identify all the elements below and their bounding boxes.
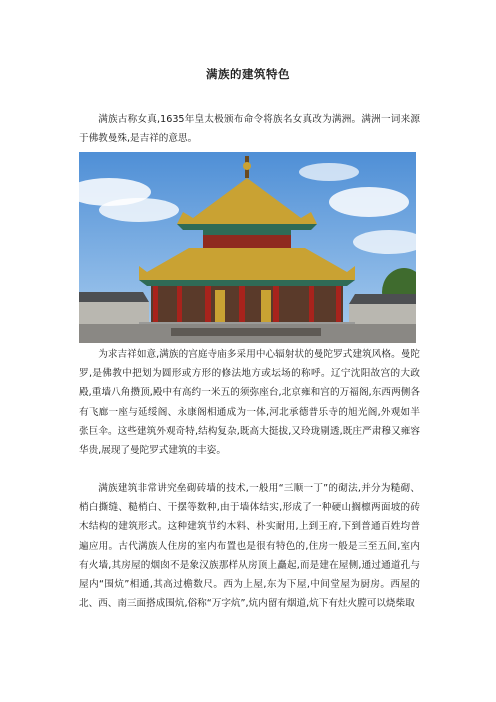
page-title: 满族的建筑特色 <box>206 67 290 81</box>
right-roof <box>349 294 416 304</box>
cloud <box>299 163 359 181</box>
cloud <box>329 187 409 217</box>
right-wall <box>349 304 416 324</box>
upper-bracket <box>203 230 291 235</box>
pillar <box>205 286 211 322</box>
visitors <box>171 328 321 336</box>
pillar <box>239 286 245 322</box>
left-roof <box>79 292 149 302</box>
pillar <box>309 286 314 322</box>
pillar <box>273 286 279 322</box>
pillar <box>336 286 341 322</box>
pillar <box>177 286 182 322</box>
paragraph-intro: 满族古称女真,1635年皇太极颁布命令将族名女真改为满洲。满洲一词来源于佛教曼殊,是吉祥的意思。 <box>79 114 420 145</box>
lower-roof-eave <box>139 280 355 286</box>
paragraph-mandala-style: 为求吉祥如意,满族的宫庭寺庙多采用中心辐射状的曼陀罗式建筑风格。曼陀罗,是佛教中把划为圆形或方形的修法地方或坛场的称呼。辽宁沈阳故宫的大政殿,重墙八角攒顶,殿中有高约一米五的须弥座台,北京雍和宫的万福阁,东西两侧各有飞廊一座与延绥阁、永康阁相通成为一体,河北承德普乐寺的旭光阁,外观如半张巨伞。这些建筑外观奇特,结构复杂,既高大挺拔,又玲珑剔透,既庄严肃穆又雍容华贵,展现了曼陀罗式建筑的丰姿。 <box>79 349 420 457</box>
finial-ball <box>243 162 251 170</box>
cloud <box>99 198 179 222</box>
pavilion-illustration <box>79 152 416 343</box>
pillar <box>153 286 158 322</box>
left-wall <box>79 302 149 324</box>
upper-roof-eave <box>177 224 317 230</box>
pavilion-photo <box>79 152 416 343</box>
dragon-pillar-left <box>215 290 225 324</box>
dragon-pillar-right <box>261 290 271 324</box>
paragraph-brick-construction: 满族建筑非常讲究垒砌砖墙的技术,一般用“三顺一丁”的砌法,并分为糙砌、梢白撕缝、糙梢白、干摆等数种,由于墙体结实,形成了一种硬山搁檩两面坡的砖木结构的建筑形式。这种建筑节约木料、朴实耐用,上到王府,下到普通百姓均普遍应用。古代满族人住房的室内布置也是很有特色的,住房一般是三至五间,室内有火墙,其房屋的烟囱不是象汉族那样从房顶上矗起,而是建在屋侧,通过通道孔与屋内“围炕”相通,其高过檐数尺。西为上屋,东为下屋,中间堂屋为厨房。西屋的北、西、南三面搭成围炕,俗称“万字炕”,炕内留有烟道,炕下有灶火膛可以烧柴取 <box>79 483 420 610</box>
